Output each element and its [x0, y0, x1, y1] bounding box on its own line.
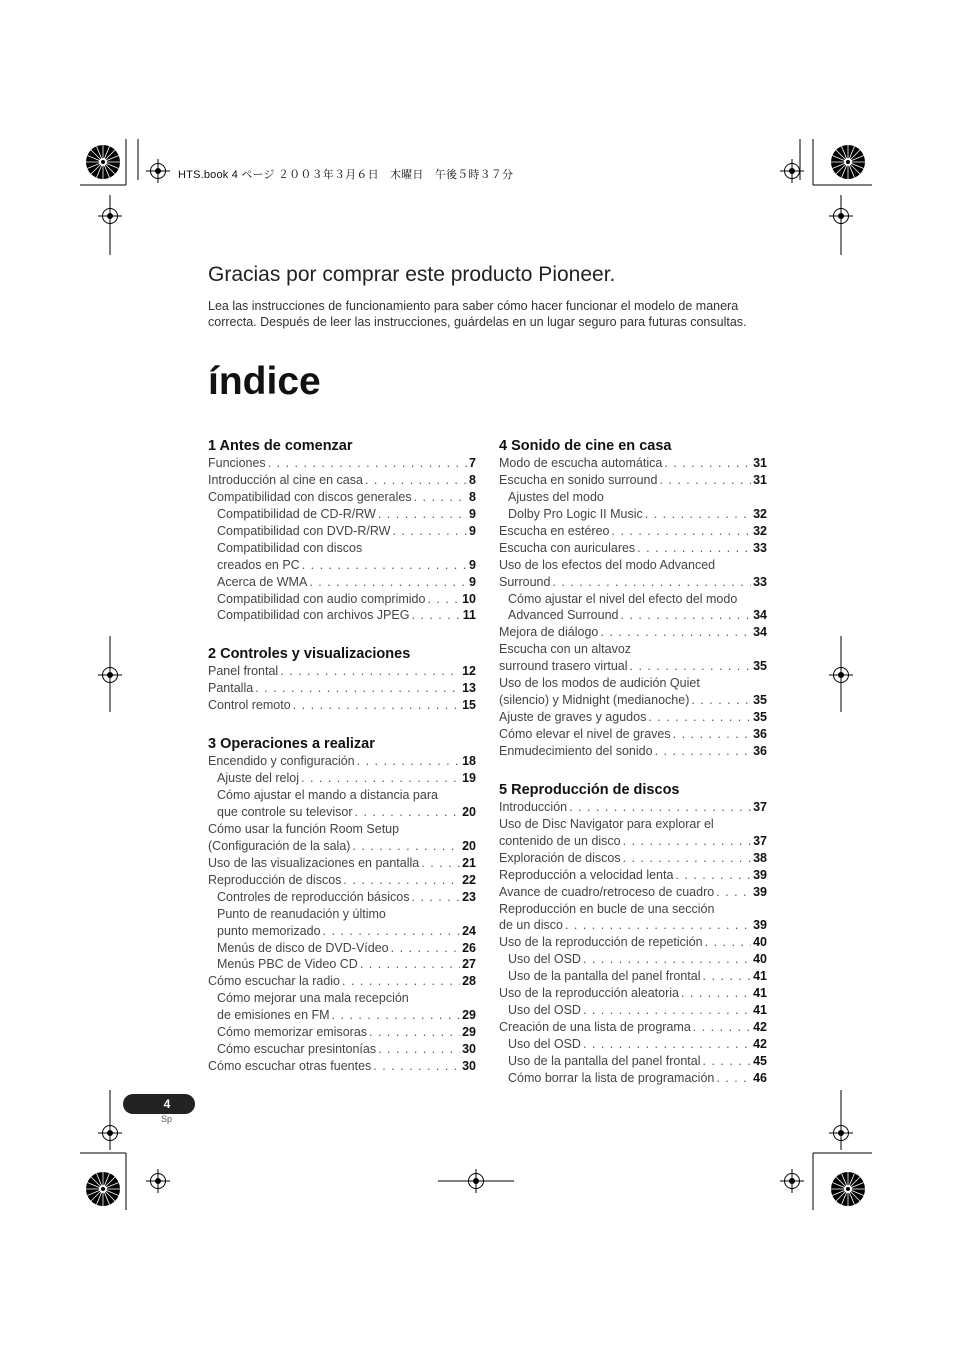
toc-entry-text: Uso de Disc Navigator para explorar el	[499, 816, 714, 831]
toc-page-number: 29	[462, 1008, 476, 1023]
toc-page-number: 28	[462, 974, 476, 989]
toc-leader-dots	[705, 934, 751, 951]
toc-section	[208, 437, 476, 624]
toc-entry-label: Cómo escuchar la radio	[208, 974, 341, 989]
toc-page-number: 37	[753, 833, 767, 848]
toc-entry-label: Advanced Surround	[508, 608, 619, 623]
toc-page-number: 13	[462, 681, 476, 696]
toc-leader-dots	[309, 574, 467, 591]
toc-entry-label: Creación de una lista de programa	[499, 1020, 691, 1035]
toc-entry	[208, 489, 476, 506]
toc-entry-label: Compatibilidad con DVD-R/RW	[217, 523, 391, 538]
toc-section	[499, 781, 767, 1087]
toc-page-number: 15	[462, 698, 476, 713]
toc-entry-label: Uso de las visualizaciones en pantalla	[208, 855, 420, 870]
toc-page-number: 11	[462, 608, 476, 623]
toc-entry-text: Ajustes del modo	[508, 489, 604, 504]
toc-leader-dots	[623, 850, 751, 867]
toc-column-left	[208, 437, 476, 1096]
toc-entry-label: surround trasero virtual	[499, 659, 628, 674]
toc-page-number: 32	[753, 506, 767, 521]
toc-entry-text: Cómo ajustar el nivel del efecto del modo	[508, 591, 738, 606]
toc-entry-text: Punto de reanudación y último	[217, 906, 386, 921]
toc-page-number: 34	[753, 608, 767, 623]
toc-leader-dots	[659, 472, 751, 489]
toc-entry-label: Cómo memorizar emisoras	[217, 1025, 368, 1040]
toc-entry-label: Encendido y configuración	[208, 754, 355, 769]
toc-page-number: 39	[753, 918, 767, 933]
toc-entry-label: Acerca de WMA	[217, 574, 308, 589]
toc-leader-dots	[323, 923, 461, 940]
toc-entry-label: Escucha en estéreo	[499, 523, 610, 538]
toc-leader-dots	[369, 1024, 460, 1041]
toc-leader-dots	[648, 709, 751, 726]
toc-entry	[499, 985, 767, 1002]
toc-entry-label: Escucha en sonido surround	[499, 472, 658, 487]
toc-page-number: 35	[753, 710, 767, 725]
toc-entry	[208, 1041, 476, 1058]
toc-page-number: 19	[462, 771, 476, 786]
toc-page-number: 22	[462, 872, 476, 887]
toc-entry	[499, 951, 767, 968]
toc-entry-label: Enmudecimiento del sonido	[499, 743, 653, 758]
toc-page-number: 41	[753, 986, 767, 1001]
toc-entry-text: Cómo ajustar el mando a distancia para	[217, 788, 438, 803]
toc-entry	[499, 799, 767, 816]
toc-leader-dots	[392, 523, 467, 540]
toc-page-number: 36	[753, 727, 767, 741]
toc-entry-label: de un disco	[499, 918, 563, 933]
toc-entry	[208, 557, 476, 574]
language-code: Sp	[161, 1114, 173, 1124]
toc-page-number: 12	[462, 664, 476, 679]
toc-entry-label: Mejora de diálogo	[499, 625, 599, 640]
toc-entry-label: Compatibilidad con archivos JPEG	[217, 608, 410, 623]
toc-entry-label: (silencio) y Midnight (medianoche)	[499, 693, 690, 708]
toc-entry-label: punto memorizado	[217, 923, 321, 938]
toc-entry	[499, 867, 767, 884]
toc-page-number: 10	[462, 591, 476, 606]
toc-entry	[208, 770, 476, 787]
toc-entry	[208, 1007, 476, 1024]
toc-section-title: 4 Sonido de cine en casa	[499, 438, 672, 454]
toc-entry-label: Introducción al cine en casa	[208, 472, 363, 487]
toc-entry-label: Compatibilidad de CD-R/RW	[217, 506, 376, 521]
toc-leader-dots	[621, 607, 752, 624]
toc-entry	[499, 692, 767, 709]
toc-page-number: 42	[753, 1020, 767, 1035]
toc-entry-label: Surround	[499, 574, 551, 589]
toc-entry-label: Panel frontal	[208, 664, 279, 679]
toc-entry-label: Uso del OSD	[508, 952, 581, 967]
toc-entry-label: Introducción	[499, 799, 568, 814]
toc-entry	[499, 850, 767, 867]
toc-entry	[499, 743, 767, 760]
toc-entry-label: Uso del OSD	[508, 1037, 581, 1051]
toc-leader-dots	[681, 985, 751, 1002]
toc-entry-label: Cómo escuchar presintonías	[217, 1042, 377, 1057]
toc-page-number: 30	[462, 1042, 476, 1057]
toc-entry	[499, 624, 767, 641]
toc-entry-label: Cómo elevar el nivel de graves	[499, 727, 671, 741]
toc-entry	[208, 663, 476, 680]
toc-page-number: 9	[469, 506, 476, 521]
toc-page-number: 40	[753, 935, 767, 950]
toc-leader-dots	[637, 540, 751, 557]
toc-entry-label: Compatibilidad con discos generales	[208, 489, 412, 504]
intro-paragraph: Lea las instrucciones de funcionamiento para saber cómo hacer funcionar el modelo de manera correcta. Después de leer las instrucciones, guárdelas en un lugar seguro para futuras consultas.	[208, 299, 747, 329]
page-number-tab: 4	[123, 1094, 195, 1114]
toc-leader-dots	[360, 956, 460, 973]
toc-entry-label: Uso de la pantalla del panel frontal	[508, 969, 701, 984]
toc-entry-text: Uso de los modos de audición Quiet	[499, 676, 700, 691]
toc-leader-dots	[343, 872, 460, 889]
toc-section-title: 3 Operaciones a realizar	[208, 736, 375, 753]
toc-entry-label: de emisiones en FM	[217, 1008, 330, 1023]
toc-entry-label: Uso del OSD	[508, 1003, 581, 1018]
toc-leader-dots	[365, 472, 467, 489]
toc-entry	[499, 658, 767, 675]
toc-page-number: 41	[753, 969, 767, 984]
toc-entry	[208, 607, 476, 624]
toc-entry-label: que controle su televisor	[217, 805, 353, 819]
toc-leader-dots	[716, 1070, 751, 1087]
toc-entry-text: Uso de los efectos del modo Advanced	[499, 557, 716, 572]
toc-entry	[499, 523, 767, 540]
toc-page-number: 9	[469, 523, 476, 538]
toc-page-number: 27	[462, 957, 476, 972]
toc-page-number: 32	[753, 523, 767, 538]
toc-page-number: 9	[469, 574, 476, 589]
toc-leader-dots	[693, 1019, 751, 1036]
toc-entry	[499, 1053, 767, 1070]
toc-leader-dots	[342, 973, 460, 990]
toc-entry-label: Cómo escuchar otras fuentes	[208, 1059, 372, 1074]
toc-page-number: 7	[469, 456, 476, 470]
toc-entry-label: Reproducción de discos	[208, 872, 342, 887]
toc-leader-dots	[673, 726, 751, 743]
toc-entry	[499, 1070, 767, 1087]
toc-page-number: 8	[469, 489, 476, 504]
toc-leader-dots	[373, 1058, 460, 1075]
toc-entry	[499, 1019, 767, 1036]
toc-section-title: 2 Controles y visualizaciones	[208, 646, 411, 663]
toc-entry-label: Controles de reproducción básicos	[217, 889, 410, 904]
toc-leader-dots	[427, 591, 460, 608]
toc-leader-dots	[691, 692, 751, 709]
toc-leader-dots	[569, 799, 751, 816]
toc-page-number: 26	[462, 940, 476, 955]
toc-entry	[208, 855, 476, 872]
toc-leader-dots	[583, 1036, 751, 1053]
toc-section-title: 1 Antes de comenzar	[208, 438, 353, 454]
toc-leader-dots	[630, 658, 752, 675]
toc-leader-dots	[355, 804, 461, 821]
toc-entry	[208, 1058, 476, 1075]
toc-page-number: 41	[753, 1003, 767, 1018]
toc-leader-dots	[600, 624, 751, 641]
toc-entry-text: Reproducción en bucle de una sección	[499, 901, 715, 916]
toc-entry	[208, 472, 476, 489]
toc-leader-dots	[378, 506, 467, 523]
toc-entry	[499, 1002, 767, 1019]
toc-entry	[499, 917, 767, 934]
toc-page-number: 35	[753, 693, 767, 708]
toc-entry	[499, 540, 767, 557]
toc-entry-text: Cómo mejorar una mala recepción	[217, 991, 409, 1006]
toc-entry-label: Dolby Pro Logic II Music	[508, 506, 643, 521]
toc-entry	[208, 753, 476, 770]
file-header-line: HTS.book 4 ページ ２００３年３月６日 木曜日 午後５時３７分	[178, 169, 514, 181]
toc-leader-dots	[302, 557, 467, 574]
toc-entry-label: Modo de escucha automática	[499, 456, 663, 470]
toc-leader-dots	[565, 917, 751, 934]
toc-entry-label: creados en PC	[217, 557, 300, 572]
toc-entry-label: Ajuste de graves y agudos	[499, 710, 647, 725]
toc-entry-label: Uso de la reproducción aleatoria	[499, 986, 679, 1001]
toc-entry	[208, 838, 476, 855]
toc-entry	[208, 923, 476, 940]
toc-entry	[208, 940, 476, 957]
toc-entry	[208, 889, 476, 906]
toc-leader-dots	[552, 574, 751, 591]
toc-page-number: 38	[753, 850, 767, 865]
toc-leader-dots	[391, 940, 460, 957]
toc-entry	[499, 968, 767, 985]
toc-entry	[208, 956, 476, 973]
toc-section-title: 5 Reproducción de discos	[499, 781, 680, 798]
toc-entry-label: Exploración de discos	[499, 850, 621, 865]
toc-entry	[208, 973, 476, 990]
toc-leader-dots	[703, 968, 752, 985]
toc-page-number: 9	[469, 557, 476, 572]
toc-page-number: 45	[753, 1053, 767, 1068]
toc-page-number: 31	[753, 472, 767, 487]
toc-entry	[208, 1024, 476, 1041]
toc-entry-label: Uso de la reproducción de repetición	[499, 935, 703, 950]
toc-leader-dots	[357, 753, 460, 770]
toc-entry	[208, 680, 476, 697]
toc-page-number: 8	[469, 472, 476, 487]
toc-leader-dots	[378, 1041, 460, 1058]
toc-entry-label: Funciones	[208, 456, 266, 470]
toc-entry	[499, 709, 767, 726]
toc-page-number: 42	[753, 1037, 767, 1051]
toc-page-number: 20	[462, 805, 476, 819]
toc-page-number: 30	[462, 1059, 476, 1074]
toc-page-number: 18	[462, 754, 476, 769]
toc-leader-dots	[352, 838, 460, 855]
toc-entry	[499, 472, 767, 489]
toc-leader-dots	[414, 489, 467, 506]
toc-entry-text: Escucha con un altavoz	[499, 642, 632, 657]
toc-entry	[208, 872, 476, 889]
toc-page-number: 20	[462, 838, 476, 853]
toc-entry	[499, 1036, 767, 1053]
toc-leader-dots	[411, 889, 460, 906]
toc-entry-label: Compatibilidad con audio comprimido	[217, 591, 426, 606]
toc-column-right	[499, 437, 767, 1108]
toc-section	[208, 735, 476, 1075]
toc-leader-dots	[645, 506, 751, 523]
toc-entry-label: Escucha con auriculares	[499, 540, 636, 555]
toc-page-number: 24	[462, 923, 476, 938]
toc-leader-dots	[332, 1007, 461, 1024]
toc-entry-label: Uso de la pantalla del panel frontal	[508, 1053, 701, 1068]
toc-leader-dots	[716, 884, 751, 901]
toc-entry	[208, 804, 476, 821]
toc-entry-label: Control remoto	[208, 698, 291, 713]
toc-leader-dots	[583, 1002, 751, 1019]
toc-entry	[208, 697, 476, 714]
toc-leader-dots	[280, 663, 460, 680]
toc-entry-label: Ajuste del reloj	[217, 771, 299, 786]
toc-entry-label: Menús de disco de DVD-Vídeo	[217, 940, 389, 955]
toc-entry-text: Compatibilidad con discos	[217, 540, 363, 555]
toc-entry-label: Avance de cuadro/retroceso de cuadro	[499, 884, 715, 899]
toc-section	[499, 437, 767, 760]
toc-entry	[499, 884, 767, 901]
toc-leader-dots	[703, 1053, 752, 1070]
toc-page-number: 36	[753, 743, 767, 758]
toc-leader-dots	[301, 770, 460, 787]
toc-page-number: 40	[753, 952, 767, 967]
toc-entry	[208, 591, 476, 608]
toc-entry-label: Reproducción a velocidad lenta	[499, 867, 674, 882]
toc-page-number: 35	[753, 659, 767, 674]
toc-entry	[499, 506, 767, 523]
toc-leader-dots	[421, 855, 460, 872]
toc-page-number: 39	[753, 867, 767, 882]
toc-leader-dots	[268, 455, 467, 472]
toc-page-number: 21	[462, 855, 476, 870]
toc-leader-dots	[623, 833, 751, 850]
toc-entry	[208, 455, 476, 472]
toc-entry	[499, 607, 767, 624]
toc-leader-dots	[655, 743, 752, 760]
toc-leader-dots	[411, 607, 460, 624]
toc-page-number: 39	[753, 884, 767, 899]
toc-leader-dots	[664, 455, 751, 472]
toc-leader-dots	[255, 680, 460, 697]
thank-you-heading: Gracias por comprar este producto Pioneer.	[208, 263, 616, 286]
toc-entry-label: (Configuración de la sala)	[208, 838, 351, 853]
toc-page-number: 34	[753, 625, 767, 640]
toc-leader-dots	[675, 867, 751, 884]
toc-page-number: 23	[462, 889, 476, 904]
toc-page-number: 37	[753, 799, 767, 814]
toc-entry	[499, 934, 767, 951]
toc-entry-label: Pantalla	[208, 681, 254, 696]
toc-page-number: 31	[753, 456, 767, 470]
toc-section	[208, 645, 476, 714]
toc-entry-text: Cómo usar la función Room Setup	[208, 821, 400, 836]
toc-page-number: 46	[753, 1070, 767, 1085]
toc-page-number: 33	[753, 540, 767, 555]
toc-entry	[208, 574, 476, 591]
toc-leader-dots	[583, 951, 751, 968]
toc-entry	[208, 523, 476, 540]
toc-page-number: 29	[462, 1025, 476, 1040]
toc-entry	[499, 726, 767, 743]
page-title: índice	[208, 360, 321, 403]
toc-page-number: 33	[753, 574, 767, 589]
toc-entry-label: Cómo borrar la lista de programación	[508, 1070, 715, 1085]
toc-entry	[208, 506, 476, 523]
toc-entry	[499, 574, 767, 591]
toc-entry	[499, 455, 767, 472]
toc-leader-dots	[293, 697, 460, 714]
toc-leader-dots	[612, 523, 752, 540]
toc-entry-label: contenido de un disco	[499, 833, 621, 848]
toc-entry-label: Menús PBC de Video CD	[217, 957, 358, 972]
toc-entry	[499, 833, 767, 850]
